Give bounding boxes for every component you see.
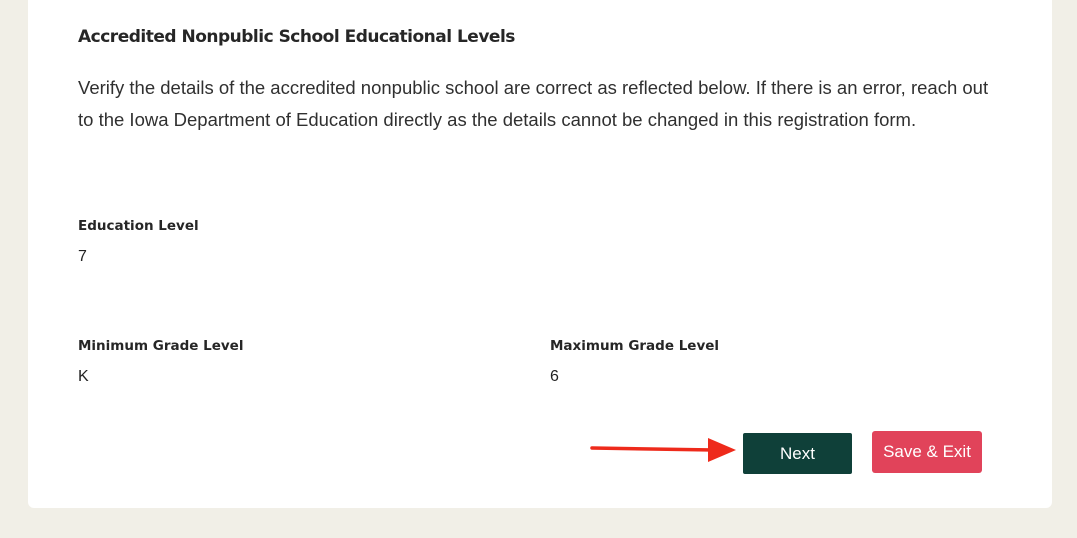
maximum-grade-label: Maximum Grade Level bbox=[550, 338, 720, 354]
next-button[interactable]: Next bbox=[743, 433, 852, 474]
section-title: Accredited Nonpublic School Educational Levels bbox=[78, 27, 515, 47]
maximum-grade-value: 6 bbox=[550, 368, 559, 385]
education-level-value: 7 bbox=[78, 248, 87, 265]
minimum-grade-value: K bbox=[78, 368, 89, 385]
section-description: Verify the details of the accredited nonpublic school are correct as reflected below. If there is an error, reach out to the Iowa Department of Education directly as the details cannot be changed in this registration form. bbox=[78, 77, 989, 130]
minimum-grade-label: Minimum Grade Level bbox=[78, 338, 244, 354]
right-arrow-icon bbox=[590, 434, 740, 466]
save-exit-button[interactable]: Save & Exit bbox=[872, 431, 982, 473]
education-level-label: Education Level bbox=[78, 218, 199, 234]
form-card bbox=[28, 0, 1052, 508]
